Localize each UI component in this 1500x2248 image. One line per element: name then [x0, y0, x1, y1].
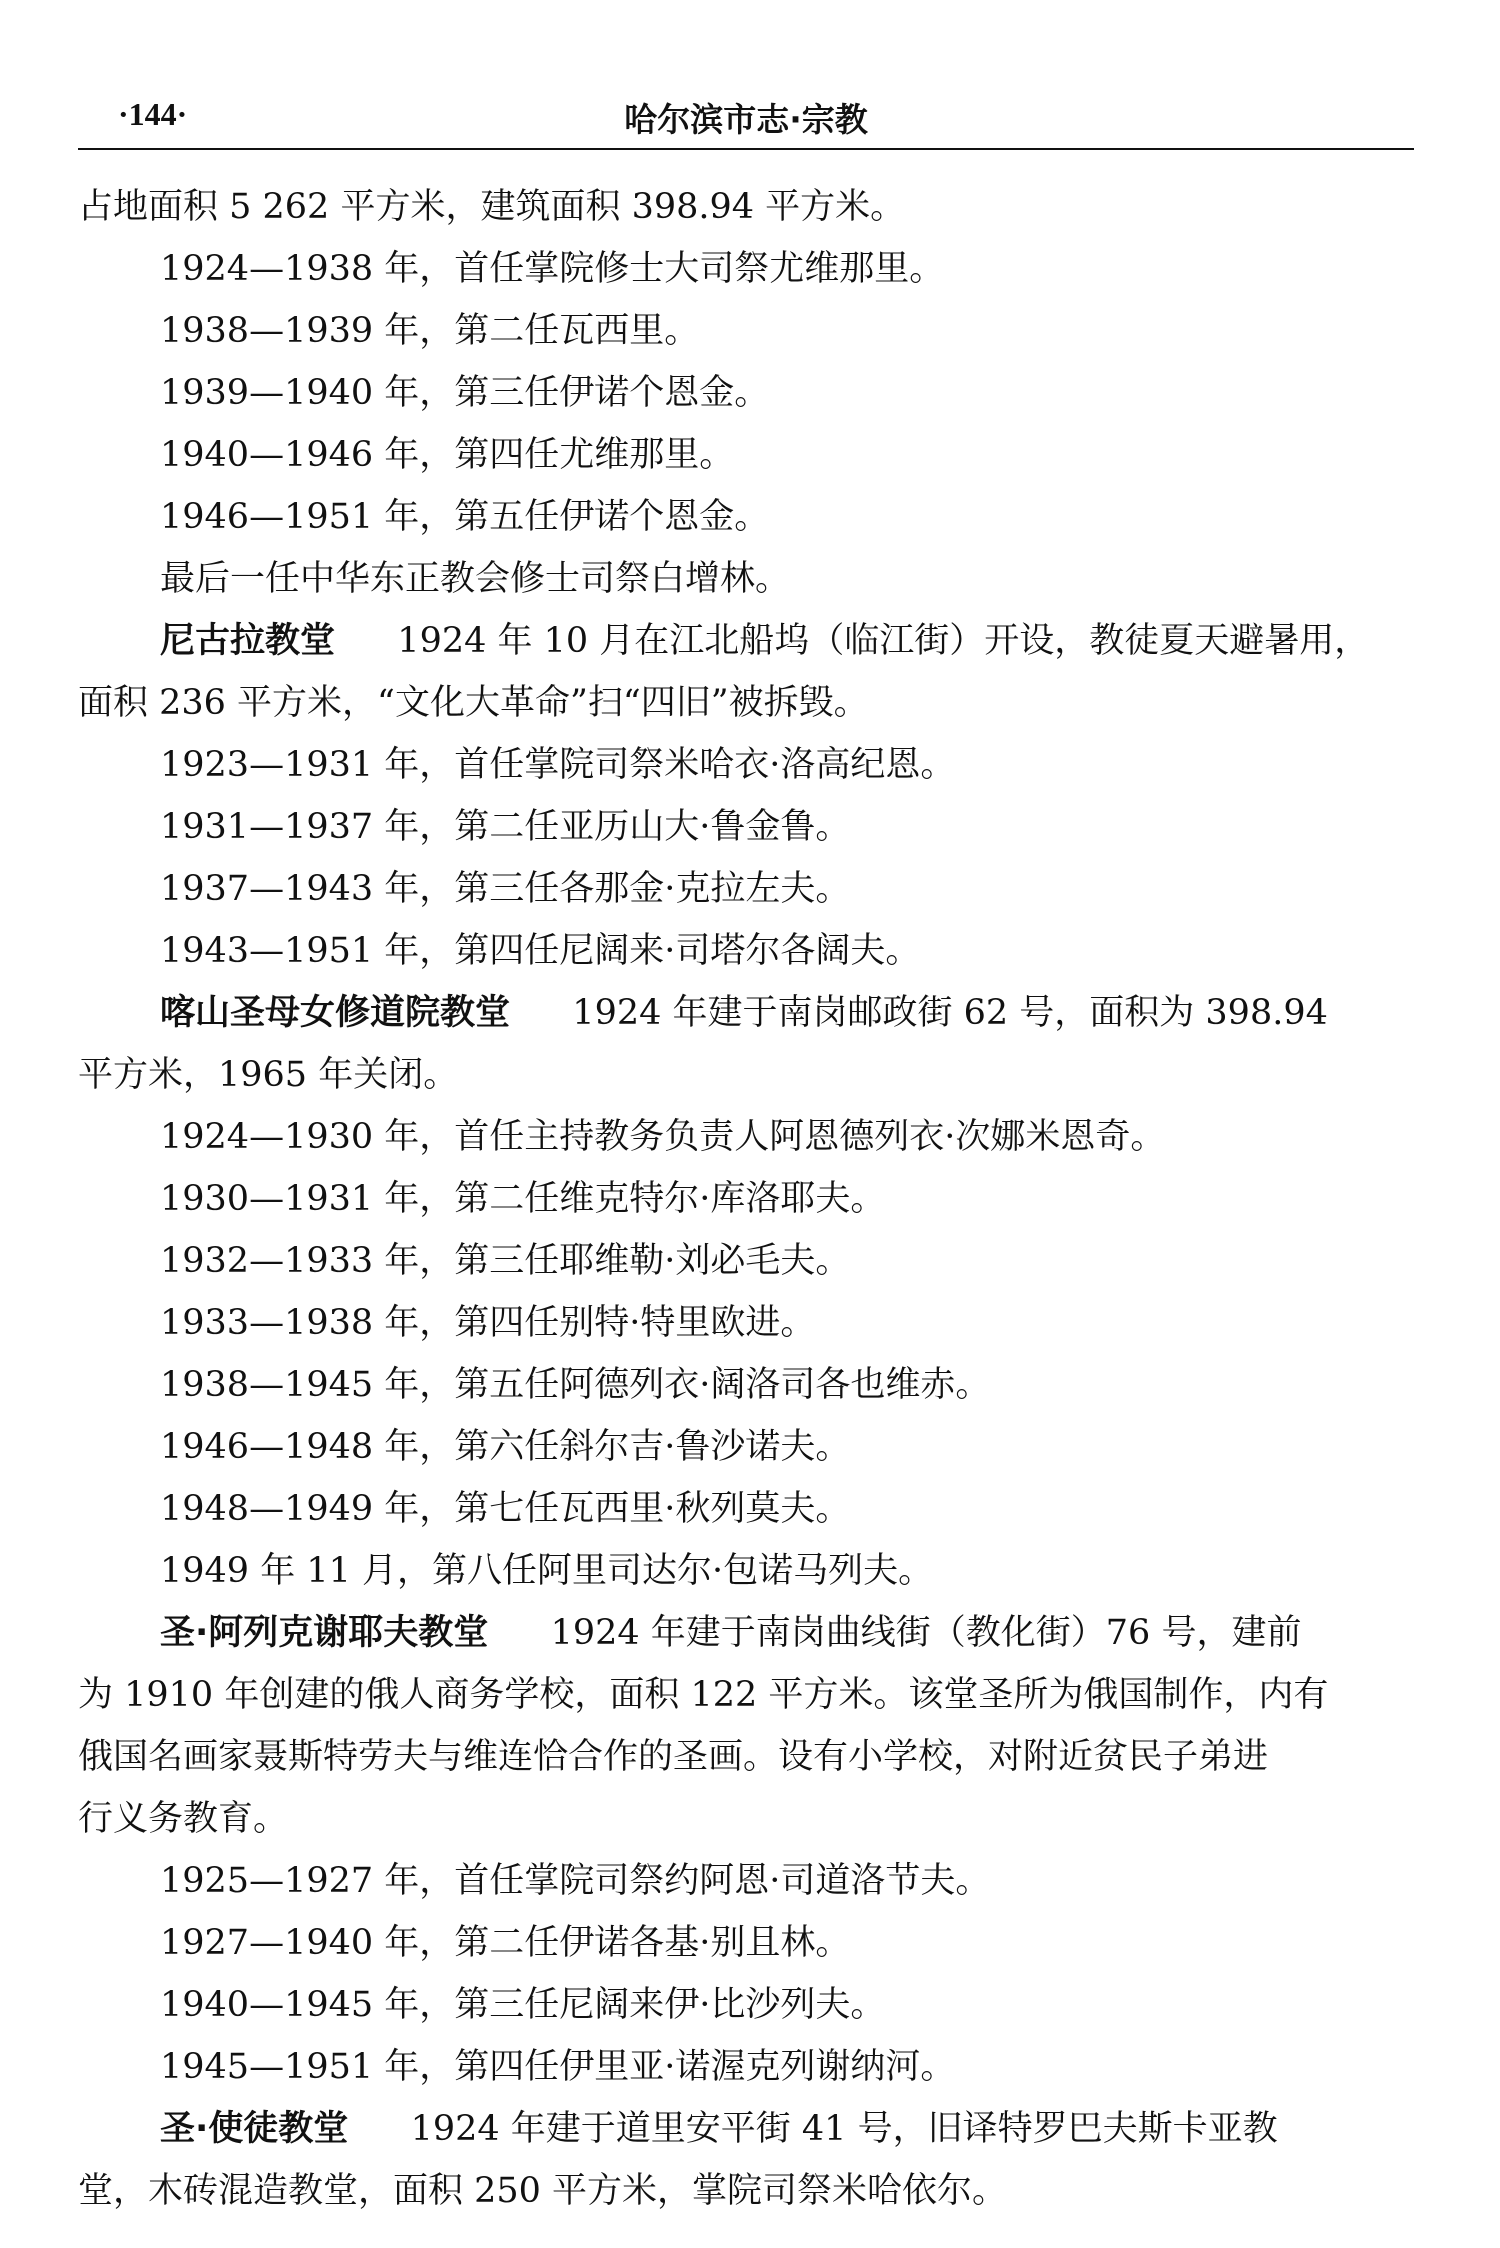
list-item: 1924—1930 年，首任主持教务负责人阿恩德列衣·次娜米恩奇。: [160, 1117, 1166, 1157]
list-item: 1938—1945 年，第五任阿德列衣·阔洛司各也维赤。: [160, 1365, 991, 1405]
text-line: 为 1910 年创建的俄人商务学校，面积 122 平方米。该堂圣所为俄国制作，内有: [78, 1675, 1329, 1715]
list-item: 1923—1931 年，首任掌院司祭米哈衣·洛高纪恩。: [160, 745, 956, 785]
list-item: 1937—1943 年，第三任各那金·克拉左夫。: [160, 869, 851, 909]
list-item: 1948—1949 年，第七任瓦西里·秋列莫夫。: [160, 1489, 851, 1529]
list-item: 1949 年 11 月，第八任阿里司达尔·包诺马列夫。: [160, 1551, 934, 1591]
body-text: [78, 176, 1418, 2222]
section-text: 1924 年建于南岗邮政街 62 号，面积为 398.94: [572, 993, 1328, 1033]
header-rule: [78, 148, 1414, 150]
list-item: 1932—1933 年，第三任耶维勒·刘必毛夫。: [160, 1241, 851, 1281]
text-line: 面积 236 平方米，“文化大革命”扫“四旧”被拆毁。: [78, 683, 869, 723]
list-item: 1933—1938 年，第四任别特·特里欧进。: [160, 1303, 816, 1343]
section-intro: [78, 2098, 1418, 2160]
list-item: 1940—1945 年，第三任尼阔来伊·比沙列夫。: [160, 1985, 886, 2025]
text-line: 堂，木砖混造教堂，面积 250 平方米，掌院司祭米哈依尔。: [78, 2171, 1008, 2211]
running-title: 哈尔滨市志·宗教: [624, 100, 868, 139]
text-line: 平方米，1965 年关闭。: [78, 1055, 459, 1095]
text-line: 1924—1938 年，首任掌院修士大司祭尤维那里。: [160, 249, 945, 289]
section-text: 1924 年 10 月在江北船坞（临江街）开设，教徒夏天避暑用，: [397, 621, 1370, 661]
text-line: 最后一任中华东正教会修士司祭白增林。: [160, 559, 791, 599]
list-item: 1931—1937 年，第二任亚历山大·鲁金鲁。: [160, 807, 851, 847]
text-line: 行义务教育。: [78, 1799, 289, 1839]
section-heading: 尼古拉教堂: [160, 621, 336, 661]
list-item: 1927—1940 年，第二任伊诺各基·别且林。: [160, 1923, 851, 1963]
section-intro: [78, 610, 1418, 672]
list-item: 1930—1931 年，第二任维克特尔·库洛耶夫。: [160, 1179, 886, 1219]
section-intro: [78, 982, 1418, 1044]
text-line: 1938—1939 年，第二任瓦西里。: [160, 311, 700, 351]
section-heading: 圣·阿列克谢耶夫教堂: [160, 1613, 489, 1653]
page-number: ·144·: [118, 96, 188, 132]
list-item: 1925—1927 年，首任掌院司祭约阿恩·司道洛节夫。: [160, 1861, 991, 1901]
section-text: 1924 年建于南岗曲线街（教化街）76 号，建前: [550, 1613, 1302, 1653]
section-text: 1924 年建于道里安平街 41 号，旧译特罗巴夫斯卡亚教: [410, 2109, 1278, 2149]
text-line: 占地面积 5 262 平方米，建筑面积 398.94 平方米。: [78, 187, 906, 227]
list-item: 1943—1951 年，第四任尼阔来·司塔尔各阔夫。: [160, 931, 921, 971]
list-item: 1946—1948 年，第六任斜尔吉·鲁沙诺夫。: [160, 1427, 851, 1467]
list-item: 1945—1951 年，第四任伊里亚·诺渥克列谢纳河。: [160, 2047, 956, 2087]
section-heading: 圣·使徒教堂: [160, 2109, 349, 2149]
page-header: [78, 92, 1414, 142]
text-line: 1940—1946 年，第四任尤维那里。: [160, 435, 735, 475]
text-line: 1939—1940 年，第三任伊诺个恩金。: [160, 373, 770, 413]
section-heading: 喀山圣母女修道院教堂: [160, 993, 511, 1033]
text-line: 1946—1951 年，第五任伊诺个恩金。: [160, 497, 770, 537]
section-intro: [78, 1602, 1418, 1664]
text-line: 俄国名画家聂斯特劳夫与维连恰合作的圣画。设有小学校，对附近贫民子弟进: [78, 1737, 1269, 1777]
